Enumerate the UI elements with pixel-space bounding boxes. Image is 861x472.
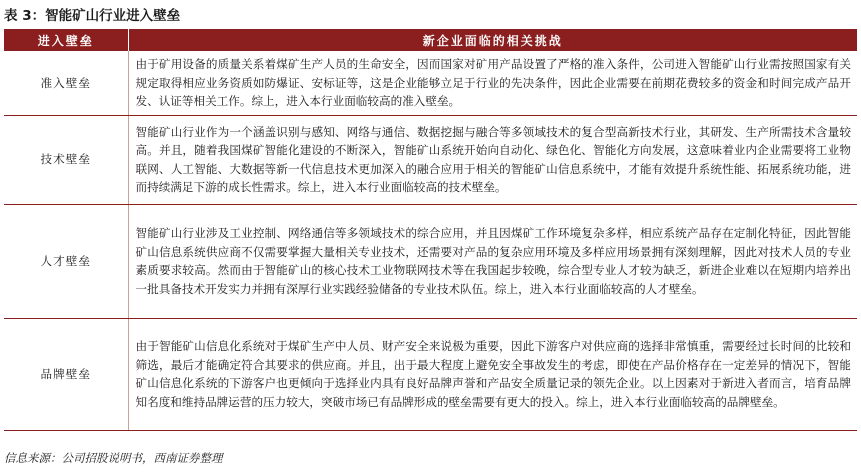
source-note: 信息来源：公司招股说明书，西南证券整理: [4, 451, 223, 465]
table-row: [4, 318, 857, 430]
table-title: 表 3：智能矿山行业进入壁垒: [4, 8, 181, 24]
barriers-table-container: [4, 29, 857, 431]
table-row: [4, 115, 857, 204]
row-category: 准入壁垒: [4, 51, 128, 115]
row-category: 技术壁垒: [4, 115, 128, 204]
barriers-table: [4, 29, 857, 431]
table-row: [4, 51, 857, 115]
table-row: [4, 204, 857, 318]
row-description: 由于智能矿山信息化系统对于煤矿生产中人员、财产安全来说极为重要，因此下游客户对供应商的选择非常慎重，需要经过长时间的比较和筛选，最后才能确定符合其要求的供应商。并且，出于最大程度上避免安全事故发生的考虑，即使在产品价格存在一定差异的情况下，智能矿山信息化系统的下游客户也更倾向于选择业内具有良好品牌声誉和产品安全质量记录的领先企业。以上因素对于新进入者而言，培育品牌知名度和维持品牌运营的压力较大，突破市场已有品牌形成的壁垒需要有更大的投入。综上，进入本行业面临较高的品牌壁垒。: [128, 318, 857, 430]
row-category: 人才壁垒: [4, 204, 128, 318]
row-description: 智能矿山行业作为一个涵盖识别与感知、网络与通信、数据挖掘与融合等多领域技术的复合型高新技术行业，其研发、生产所需技术含量较高。并且，随着我国煤矿智能化建设的不断深入，智能矿山系统开始向自动化、绿色化、智能化方向发展，这意味着业内企业需要将工业物联网、人工智能、大数据等新一代信息技术更加深入的融合应用于相关的智能矿山信息系统中，才能有效提升系统性能、拓展系统功能，进而持续满足下游的成长性需求。综上，进入本行业面临较高的技术壁垒。: [128, 115, 857, 204]
header-barrier: 进入壁垒: [4, 29, 128, 51]
row-category: 品牌壁垒: [4, 318, 128, 430]
row-description: 智能矿山行业涉及工业控制、网络通信等多领域技术的综合应用，并且因煤矿工作环境复杂多样，相应系统产品存在定制化特征，因此智能矿山信息系统供应商不仅需要掌握大量相关专业技术，还需要对产品的复杂应用环境及多样应用场景拥有深刻理解，因此对技术人员的专业素质要求较高。然而由于智能矿山的核心技术工业物联网技术等在我国起步较晚，综合型专业人才较为缺乏，新进企业难以在短期内培养出一批具备技术开发实力并拥有深厚行业实践经验储备的专业技术队伍。综上，进入本行业面临较高的人才壁垒。: [128, 204, 857, 318]
row-description: 由于矿用设备的质量关系着煤矿生产人员的生命安全，因而国家对矿用产品设置了严格的准入条件，公司进入智能矿山行业需按照国家有关规定取得相应业务资质如防爆证、安标证等，这是企业能够立足于行业的先决条件，因此企业需要在前期花费较多的资金和时间完成产品开发、认证等相关工作。综上，进入本行业面临较高的准入壁垒。: [128, 51, 857, 115]
header-challenges: 新企业面临的相关挑战: [128, 29, 857, 51]
table-header-row: [4, 29, 857, 51]
